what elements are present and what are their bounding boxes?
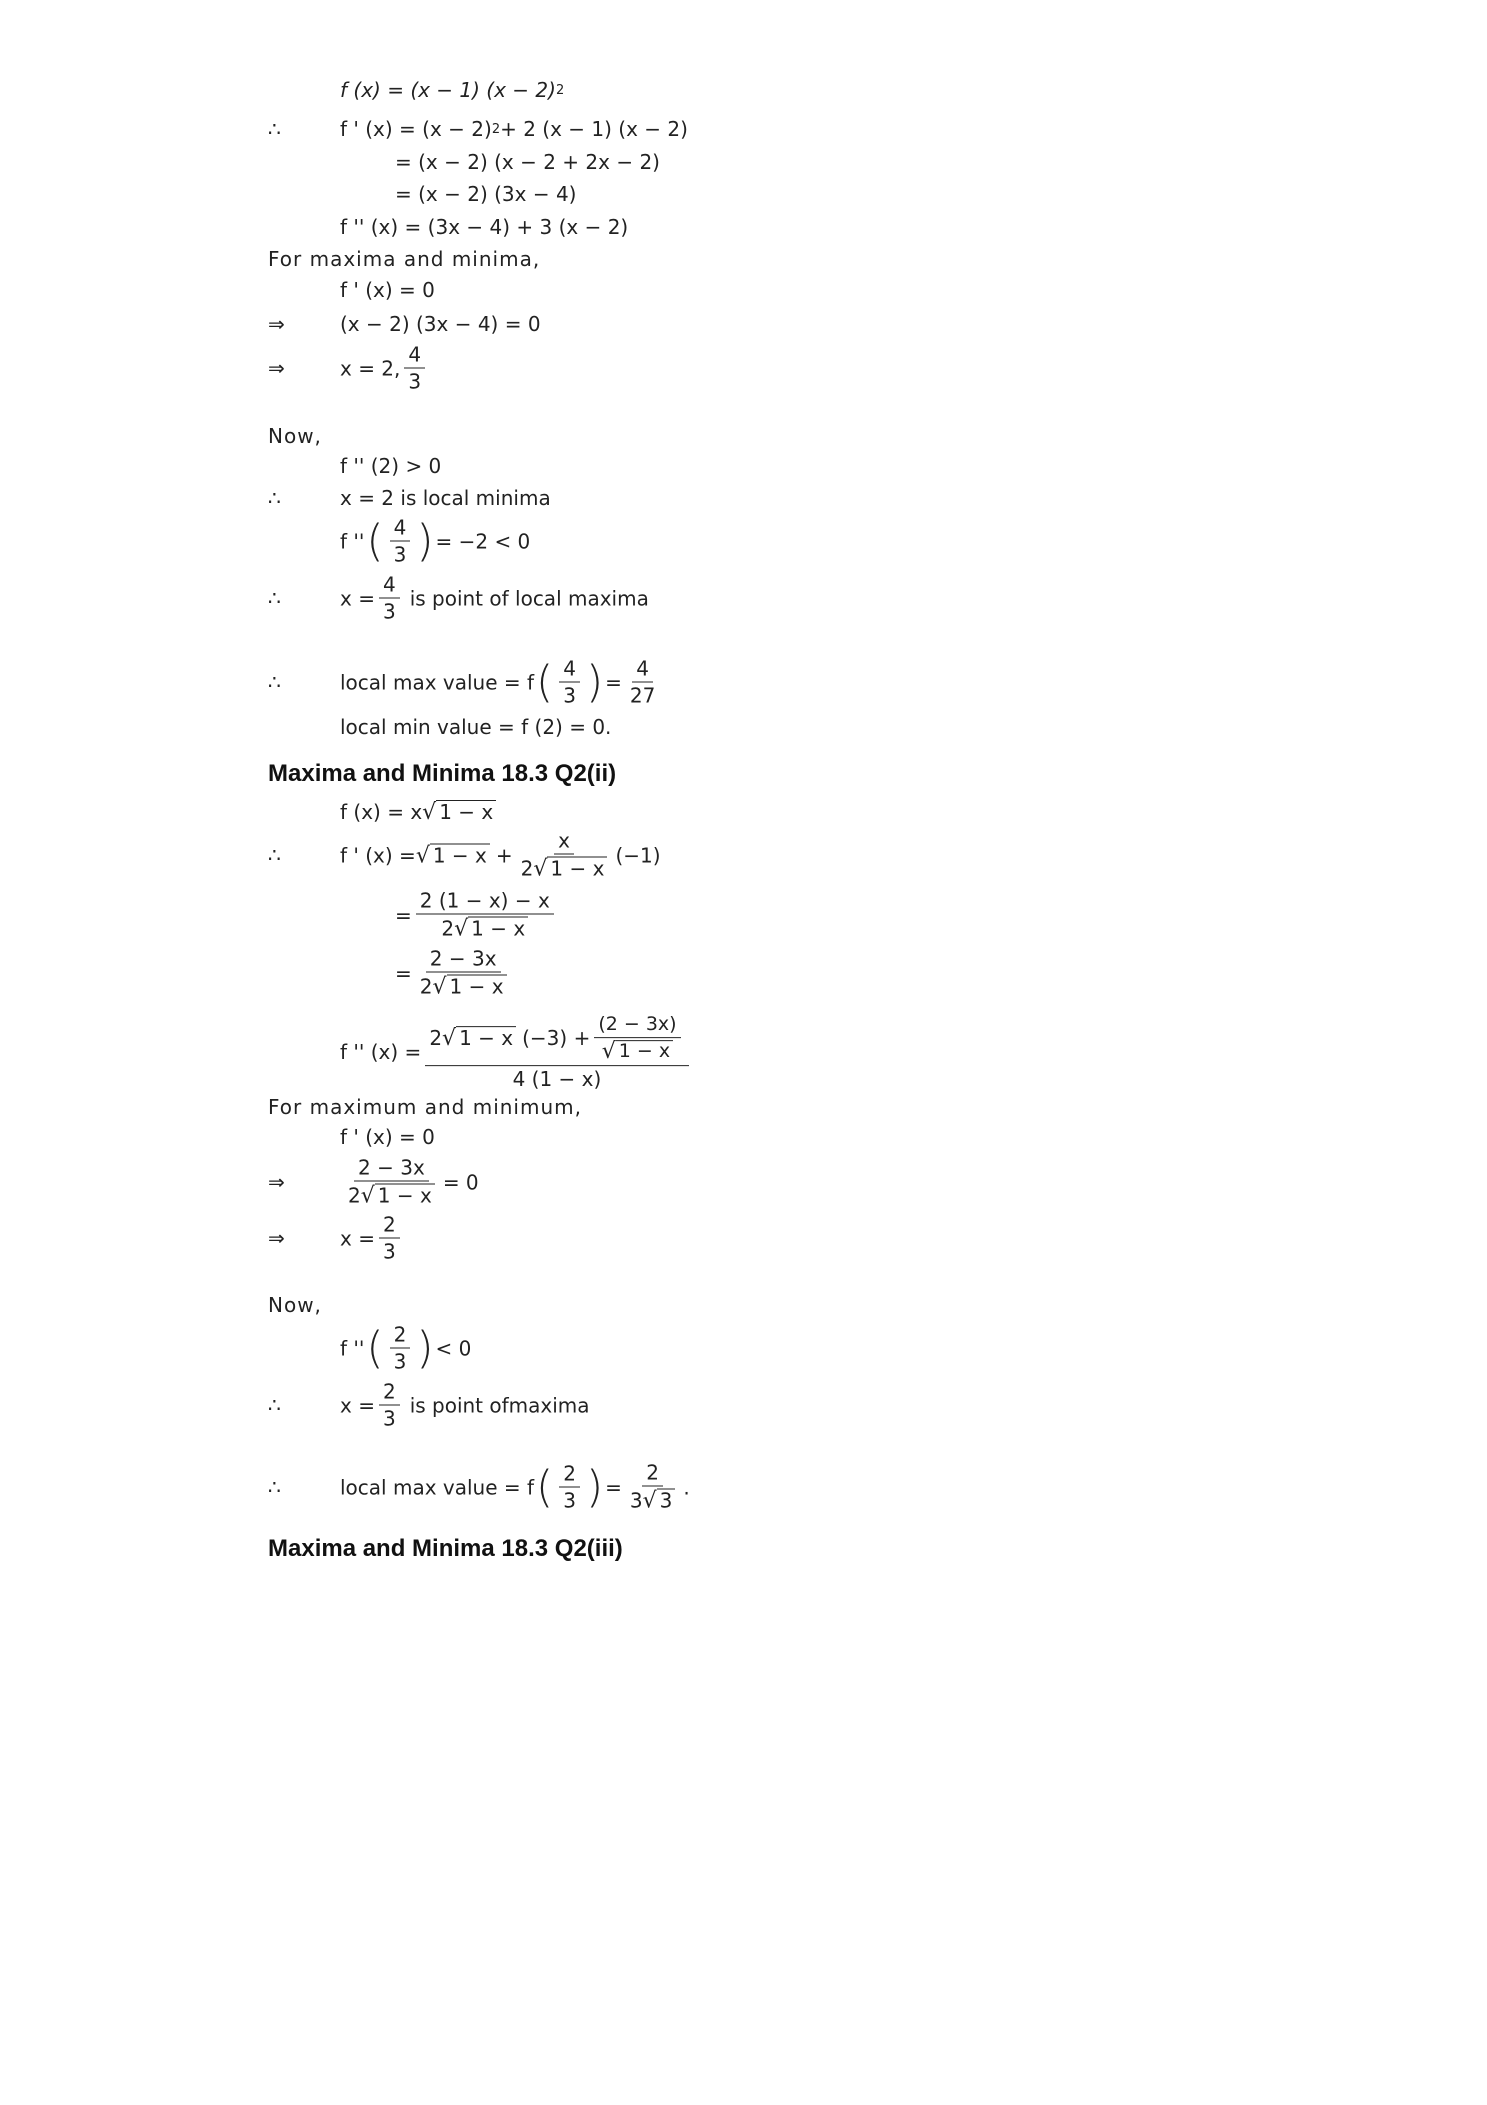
fraction: 2 − 3x 2 √ 1 − x [416, 948, 511, 999]
implies-symbol: ⇒ [268, 312, 285, 336]
statement: For maxima and minima, [268, 247, 541, 271]
equation: f ' (x) = √ 1 − x + x 2 √ 1 − x (−1) [340, 828, 661, 882]
equation: x = 2 is local minima [340, 486, 551, 510]
implies-symbol: ⇒ [268, 1170, 285, 1194]
section-heading: Maxima and Minima 18.3 Q2(iii) [268, 1535, 623, 1562]
equation: f '' (x) = 2 √ 1 − x (−3) + (2 − 3x) √ 1 − x 4 (1 − x) [340, 1014, 693, 1090]
equation: (x − 2) (3x − 4) = 0 [340, 312, 541, 336]
therefore-symbol: ∴ [268, 843, 281, 867]
therefore-symbol: ∴ [268, 586, 281, 610]
equation: local max value = f ( $\frac{2}{3}$ ) = 2 3 √ 3 . [340, 1460, 690, 1514]
implies-symbol: ⇒ [268, 1226, 285, 1250]
equation: = (x − 2) (3x − 4) [395, 182, 577, 206]
equation: 2 − 3x 2 √ 1 − x = 0 [340, 1157, 479, 1208]
equation: f ' (x) = 0 [340, 278, 435, 302]
therefore-symbol: ∴ [268, 1393, 281, 1417]
fraction: $\frac{4}{3}$ [559, 658, 580, 707]
now-label: Now, [268, 424, 322, 448]
fraction: $\frac{2}{3}$ [379, 1381, 400, 1430]
fraction: $\frac{4}{27}$ [629, 656, 656, 708]
equation: x = $\frac{4}{3}$ is point of local maxima [340, 572, 649, 624]
fraction: $\frac{2}{3}$ [390, 1324, 411, 1373]
therefore-symbol: ∴ [268, 486, 281, 510]
fraction: $\frac{4}{3}$ [390, 517, 411, 566]
therefore-symbol: ∴ [268, 1475, 281, 1499]
fraction: 2 − 3x 2 √ 1 − x [344, 1157, 439, 1208]
equation: f ' (x) = (x − 2) 2 + 2 (x − 1) (x − 2) [340, 117, 688, 141]
equation: f '' ( $\frac{2}{3}$ ) < 0 [340, 1322, 472, 1374]
fraction: 2 (1 − x) − x 2 √ 1 − x [416, 890, 554, 941]
implies-symbol: ⇒ [268, 356, 285, 380]
equation: f (x) = (x − 1) (x − 2) 2 [340, 78, 565, 102]
equation: f '' ( $\frac{4}{3}$ ) = −2 < 0 [340, 515, 531, 567]
equation: = 2 (1 − x) − x 2 √ 1 − x [395, 890, 558, 941]
fraction: 2 √ 1 − x (−3) + (2 − 3x) √ 1 − x 4 (1 − x) [425, 1014, 688, 1090]
fraction: $\frac{4}{3}$ [404, 344, 425, 393]
equation: x = $\frac{2}{3}$ [340, 1214, 404, 1263]
equation: x = $\frac{2}{3}$ is point ofmaxima [340, 1379, 590, 1431]
equation: local min value = f (2) = 0. [340, 715, 612, 739]
equation: local max value = f ( $\frac{4}{3}$ ) = $\frac{4}{27}$ [340, 658, 663, 707]
fraction: 2 3 √ 3 [626, 1462, 680, 1513]
equation: = 2 − 3x 2 √ 1 − x [395, 948, 515, 999]
square-root: √ 1 − x [416, 843, 490, 867]
now-label: Now, [268, 1293, 322, 1317]
fraction: $\frac{4}{3}$ [379, 574, 400, 623]
equation: f ' (x) = 0 [340, 1125, 435, 1149]
therefore-symbol: ∴ [268, 670, 281, 694]
equation: f '' (2) > 0 [340, 454, 442, 478]
fraction: $\frac{2}{3}$ [559, 1463, 580, 1512]
equation: f (x) = x √ 1 − x [340, 800, 496, 824]
fraction: x 2 √ 1 − x [517, 830, 612, 881]
fraction: $\frac{2}{3}$ [379, 1214, 400, 1263]
section-heading: Maxima and Minima 18.3 Q2(ii) [268, 760, 617, 787]
equation: = (x − 2) (x − 2 + 2x − 2) [395, 150, 660, 174]
equation: f '' (x) = (3x − 4) + 3 (x − 2) [340, 215, 629, 239]
equation: x = 2, $\frac{4}{3}$ [340, 344, 429, 393]
square-root: √ 1 − x [422, 800, 496, 824]
therefore-symbol: ∴ [268, 117, 281, 141]
statement: For maximum and minimum, [268, 1095, 582, 1119]
